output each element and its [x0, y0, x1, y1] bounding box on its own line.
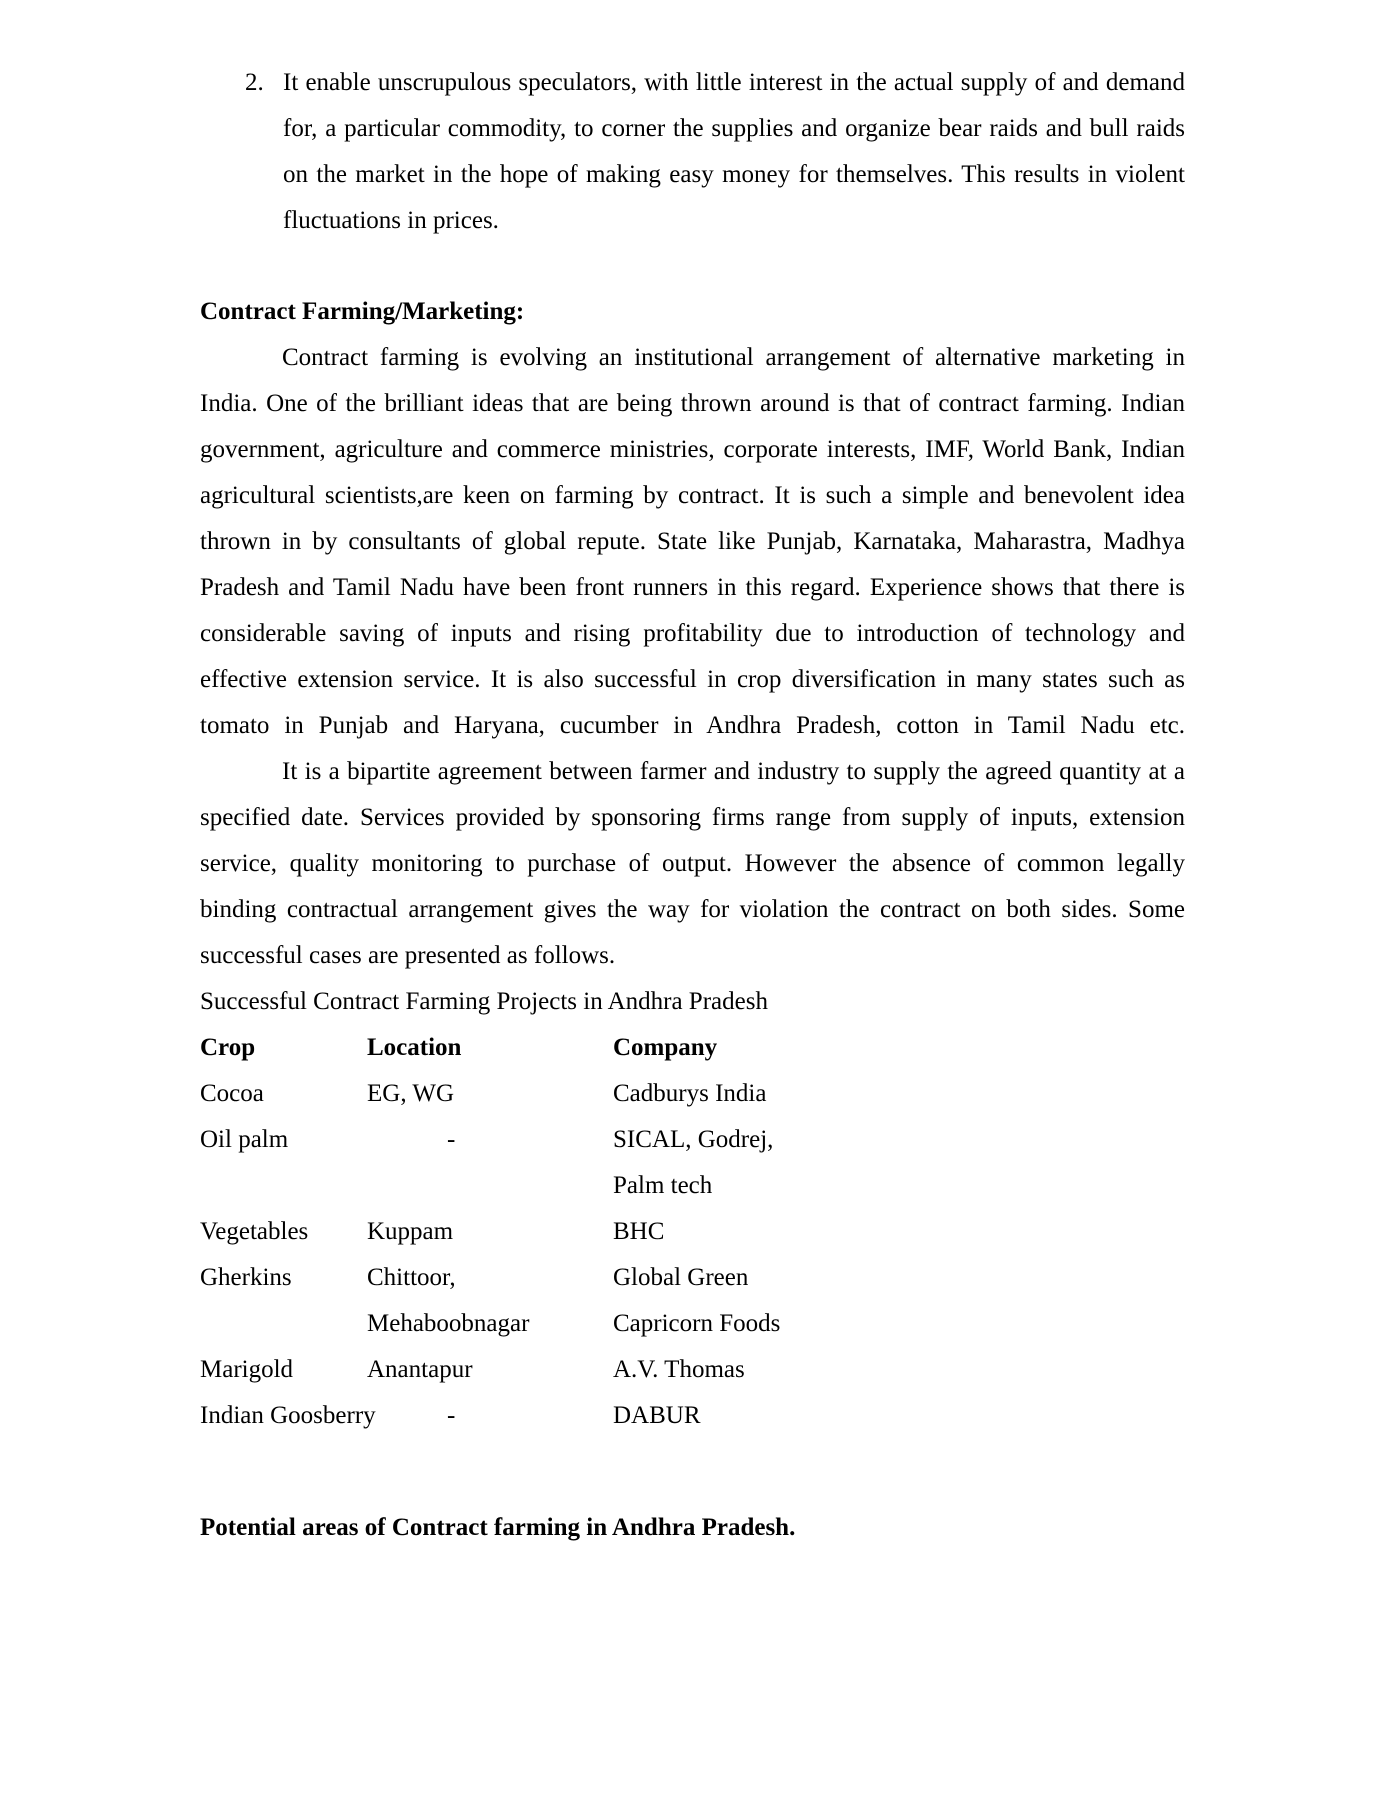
- table-cell: Chittoor,: [367, 1264, 456, 1291]
- table-row: [200, 1255, 1185, 1301]
- table-cell: A.V. Thomas: [613, 1356, 745, 1383]
- footer-heading: Potential areas of Contract farming in Andhra Pradesh.: [200, 1514, 796, 1541]
- table-cell: [367, 1163, 613, 1209]
- table-cell: Oil palm: [200, 1126, 289, 1153]
- table-cell: Mehaboobnagar: [367, 1310, 530, 1337]
- table-cell: Palm tech: [613, 1172, 713, 1199]
- table-cell: DABUR: [613, 1402, 701, 1429]
- table-cell: -: [447, 1402, 456, 1429]
- table-row: [200, 1163, 1185, 1209]
- table-cell: Kuppam: [367, 1218, 454, 1245]
- table-cell: -: [447, 1126, 456, 1153]
- table-cell: [200, 1163, 367, 1209]
- table-cell: [200, 1301, 367, 1347]
- table-cell: Cadburys India: [613, 1080, 767, 1107]
- paragraph: It is a bipartite agreement between farmer and industry to supply the agreed quantity at a specified date. Services provided by sponsoring firms range from supply of inputs, extension service, quality monitoring to purchase of output. However the absence of common legally binding contractual arrangement gives the way for violation the contract on both sides. Some successful cases are presented as follows.: [200, 758, 1185, 969]
- table-header-row: [200, 1025, 1185, 1071]
- table-cell: Anantapur: [367, 1356, 473, 1383]
- list-item: [245, 60, 1185, 244]
- table-row: [200, 1393, 1185, 1439]
- table-cell: EG, WG: [367, 1080, 455, 1107]
- table-header-cell: Company: [613, 1034, 718, 1061]
- table-row: [200, 1209, 1185, 1255]
- table-header-cell: Crop: [200, 1034, 256, 1061]
- list-item-text: It enable unscrupulous speculators, with little interest in the actual supply of and demand for, a particular commodity, to corner the supplies and organize bear raids and bull raids on the market in the hope of making easy money for themselves. This results in violent fluctuations in prices.: [283, 69, 1185, 234]
- table-title: Successful Contract Farming Projects in Andhra Pradesh: [200, 988, 768, 1015]
- table-cell: Global Green: [613, 1264, 749, 1291]
- table-cell: Gherkins: [200, 1264, 292, 1291]
- table-header-cell: Location: [367, 1034, 462, 1061]
- table-cell: BHC: [613, 1218, 665, 1245]
- table-cell: Cocoa: [200, 1080, 264, 1107]
- table-cell: Capricorn Foods: [613, 1310, 781, 1337]
- table-row: [200, 1301, 1185, 1347]
- paragraph: Contract farming is evolving an institutional arrangement of alternative marketing in India. One of the brilliant ideas that are being thrown around is that of contract farming. Indian government, agriculture and commerce ministries, corporate interests, IMF, World Bank, Indian agricultural scientists,are keen on farming by contract. It is such a simple and benevolent idea thrown in by consultants of global repute. State like Punjab, Karnataka, Maharastra, Madhya Pradesh and Tamil Nadu have been front runners in this regard. Experience shows that there is considerable saving of inputs and rising profitability due to introduction of technology and effective extension service. It is also successful in crop diversification in many states such as tomato in Punjab and Haryana, cucumber in Andhra Pradesh, cotton in Tamil Nadu etc.: [200, 344, 1185, 739]
- table-cell: SICAL, Godrej,: [613, 1126, 774, 1153]
- table-cell: Marigold: [200, 1356, 294, 1383]
- table-cell: Indian Goosberry: [200, 1402, 376, 1429]
- table-row: [200, 1347, 1185, 1393]
- table-cell: Vegetables: [200, 1218, 309, 1245]
- table-row: [200, 1117, 1185, 1163]
- list-item-number: 2.: [245, 69, 264, 96]
- section-heading: Contract Farming/Marketing:: [200, 298, 525, 325]
- contract-farming-table: [200, 1025, 1185, 1439]
- table-row: [200, 1071, 1185, 1117]
